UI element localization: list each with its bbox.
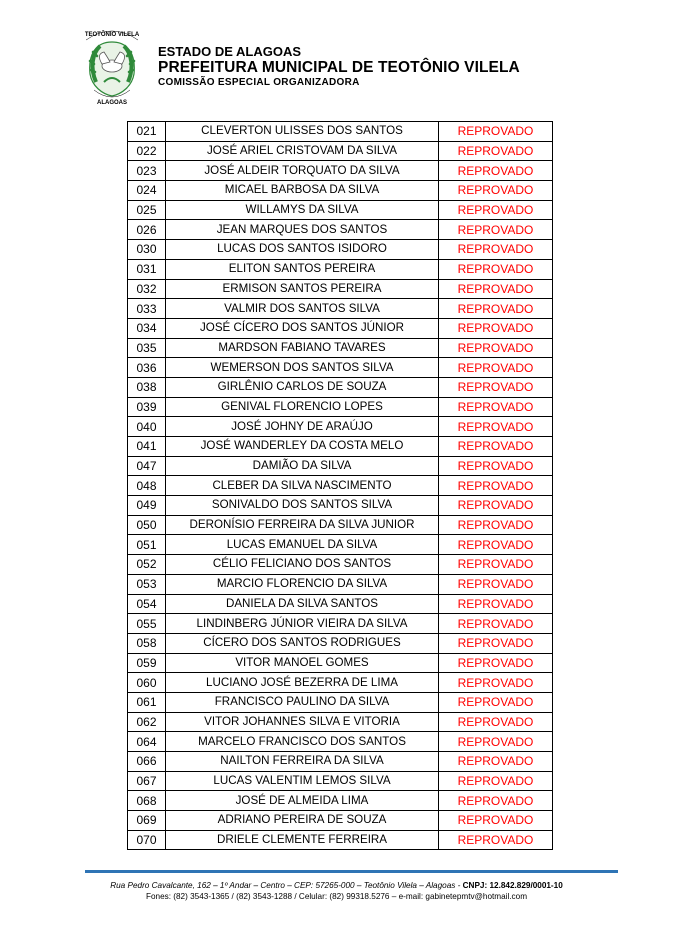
result-status: REPROVADO	[439, 358, 553, 378]
row-number: 039	[128, 397, 166, 417]
result-status: REPROVADO	[439, 122, 553, 142]
candidate-name: NAILTON FERREIRA DA SILVA	[166, 752, 439, 772]
table-row	[128, 594, 553, 614]
table-row	[128, 181, 553, 201]
result-status: REPROVADO	[439, 594, 553, 614]
table-row	[128, 437, 553, 457]
candidate-name: ERMISON SANTOS PEREIRA	[166, 279, 439, 299]
result-status: REPROVADO	[439, 476, 553, 496]
candidate-name: WILLAMYS DA SILVA	[166, 200, 439, 220]
row-number: 054	[128, 594, 166, 614]
result-status: REPROVADO	[439, 791, 553, 811]
table-row	[128, 141, 553, 161]
result-status: REPROVADO	[439, 240, 553, 260]
footer-divider	[85, 870, 618, 873]
table-row	[128, 771, 553, 791]
row-number: 024	[128, 181, 166, 201]
result-status: REPROVADO	[439, 574, 553, 594]
result-status: REPROVADO	[439, 141, 553, 161]
row-number: 025	[128, 200, 166, 220]
results-table	[127, 121, 553, 850]
table-row	[128, 122, 553, 142]
result-status: REPROVADO	[439, 220, 553, 240]
candidate-name: GENIVAL FLORENCIO LOPES	[166, 397, 439, 417]
table-row	[128, 535, 553, 555]
state-name: ESTADO DE ALAGOAS	[158, 44, 302, 59]
result-status: REPROVADO	[439, 161, 553, 181]
row-number: 070	[128, 830, 166, 850]
result-status: REPROVADO	[439, 732, 553, 752]
result-status: REPROVADO	[439, 515, 553, 535]
row-number: 036	[128, 358, 166, 378]
candidate-name: LINDINBERG JÚNIOR VIEIRA DA SILVA	[166, 614, 439, 634]
row-number: 023	[128, 161, 166, 181]
result-status: REPROVADO	[439, 299, 553, 319]
candidate-name: WEMERSON DOS SANTOS SILVA	[166, 358, 439, 378]
seal-bottom-text: ALAGOAS	[97, 100, 127, 106]
candidate-name: VALMIR DOS SANTOS SILVA	[166, 299, 439, 319]
row-number: 021	[128, 122, 166, 142]
table-row	[128, 279, 553, 299]
row-number: 047	[128, 456, 166, 476]
table-row	[128, 318, 553, 338]
table-row	[128, 653, 553, 673]
table-row	[128, 811, 553, 831]
row-number: 026	[128, 220, 166, 240]
row-number: 038	[128, 377, 166, 397]
table-row	[128, 299, 553, 319]
footer-cnpj: CNPJ: 12.842.829/0001-10	[462, 881, 563, 890]
result-status: REPROVADO	[439, 377, 553, 397]
candidate-name: CLEVERTON ULISSES DOS SANTOS	[166, 122, 439, 142]
table-row	[128, 200, 553, 220]
result-status: REPROVADO	[439, 318, 553, 338]
table-row	[128, 338, 553, 358]
row-number: 058	[128, 633, 166, 653]
result-status: REPROVADO	[439, 830, 553, 850]
table-row	[128, 476, 553, 496]
candidate-name: SONIVALDO DOS SANTOS SILVA	[166, 496, 439, 516]
result-status: REPROVADO	[439, 496, 553, 516]
row-number: 049	[128, 496, 166, 516]
candidate-name: JOSÉ CÍCERO DOS SANTOS JÚNIOR	[166, 318, 439, 338]
row-number: 032	[128, 279, 166, 299]
table-row	[128, 358, 553, 378]
table-row	[128, 752, 553, 772]
row-number: 033	[128, 299, 166, 319]
result-status: REPROVADO	[439, 614, 553, 634]
row-number: 050	[128, 515, 166, 535]
row-number: 034	[128, 318, 166, 338]
table-row	[128, 555, 553, 575]
row-number: 060	[128, 673, 166, 693]
row-number: 062	[128, 712, 166, 732]
row-number: 022	[128, 141, 166, 161]
table-row	[128, 161, 553, 181]
candidate-name: VITOR JOHANNES SILVA E VITORIA	[166, 712, 439, 732]
result-status: REPROVADO	[439, 181, 553, 201]
table-row	[128, 614, 553, 634]
candidate-name: LUCAS EMANUEL DA SILVA	[166, 535, 439, 555]
result-status: REPROVADO	[439, 259, 553, 279]
municipal-seal-icon	[82, 24, 142, 108]
row-number: 035	[128, 338, 166, 358]
result-status: REPROVADO	[439, 653, 553, 673]
prefecture-name: PREFEITURA MUNICIPAL DE TEOTÔNIO VILELA	[158, 59, 520, 76]
row-number: 061	[128, 692, 166, 712]
table-row	[128, 712, 553, 732]
table-row	[128, 574, 553, 594]
result-status: REPROVADO	[439, 535, 553, 555]
candidate-name: VITOR MANOEL GOMES	[166, 653, 439, 673]
candidate-name: MARCELO FRANCISCO DOS SANTOS	[166, 732, 439, 752]
table-row	[128, 240, 553, 260]
candidate-name: DAMIÃO DA SILVA	[166, 456, 439, 476]
table-row	[128, 692, 553, 712]
table-row	[128, 397, 553, 417]
candidate-name: LUCAS DOS SANTOS ISIDORO	[166, 240, 439, 260]
candidate-name: MICAEL BARBOSA DA SILVA	[166, 181, 439, 201]
candidate-name: FRANCISCO PAULINO DA SILVA	[166, 692, 439, 712]
candidate-name: JOSÉ JOHNY DE ARAÚJO	[166, 417, 439, 437]
candidate-name: CLEBER DA SILVA NASCIMENTO	[166, 476, 439, 496]
candidate-name: DANIELA DA SILVA SANTOS	[166, 594, 439, 614]
footer-address: Rua Pedro Cavalcante, 162 – 1º Andar – Centro – CEP: 57265-000 – Teotônio Vilela – Alagoas -	[110, 881, 463, 890]
row-number: 069	[128, 811, 166, 831]
result-status: REPROVADO	[439, 752, 553, 772]
result-status: REPROVADO	[439, 712, 553, 732]
result-status: REPROVADO	[439, 279, 553, 299]
table-row	[128, 673, 553, 693]
seal-top-text: TEOTÔNIO VILELA	[84, 32, 140, 38]
table-row	[128, 830, 553, 850]
result-status: REPROVADO	[439, 771, 553, 791]
row-number: 055	[128, 614, 166, 634]
candidate-name: JOSÉ WANDERLEY DA COSTA MELO	[166, 437, 439, 457]
candidate-name: ADRIANO PEREIRA DE SOUZA	[166, 811, 439, 831]
table-row	[128, 633, 553, 653]
candidate-name: JOSÉ DE ALMEIDA LIMA	[166, 791, 439, 811]
result-status: REPROVADO	[439, 692, 553, 712]
row-number: 048	[128, 476, 166, 496]
candidate-name: CÍCERO DOS SANTOS RODRIGUES	[166, 633, 439, 653]
footer-address-line	[0, 880, 673, 891]
row-number: 031	[128, 259, 166, 279]
table-row	[128, 417, 553, 437]
table-row	[128, 732, 553, 752]
candidate-name: MARDSON FABIANO TAVARES	[166, 338, 439, 358]
candidate-name: JOSÉ ARIEL CRISTOVAM DA SILVA	[166, 141, 439, 161]
result-status: REPROVADO	[439, 456, 553, 476]
row-number: 059	[128, 653, 166, 673]
header-text-block	[158, 44, 520, 89]
result-status: REPROVADO	[439, 338, 553, 358]
row-number: 040	[128, 417, 166, 437]
table-row	[128, 496, 553, 516]
page-footer	[0, 880, 673, 902]
row-number: 067	[128, 771, 166, 791]
row-number: 064	[128, 732, 166, 752]
footer-contact-line: Fones: (82) 3543-1365 / (82) 3543-1288 / Celular: (82) 99318.5276 – e-mail: gabinetepmtv@hotmail.com	[145, 892, 528, 901]
row-number: 052	[128, 555, 166, 575]
table-row	[128, 377, 553, 397]
candidate-name: LUCIANO JOSÉ BEZERRA DE LIMA	[166, 673, 439, 693]
result-status: REPROVADO	[439, 811, 553, 831]
candidate-name: CÉLIO FELICIANO DOS SANTOS	[166, 555, 439, 575]
candidate-name: JEAN MARQUES DOS SANTOS	[166, 220, 439, 240]
row-number: 053	[128, 574, 166, 594]
row-number: 041	[128, 437, 166, 457]
candidate-name: MARCIO FLORENCIO DA SILVA	[166, 574, 439, 594]
result-status: REPROVADO	[439, 200, 553, 220]
table-row	[128, 791, 553, 811]
row-number: 066	[128, 752, 166, 772]
candidate-name: GIRLÊNIO CARLOS DE SOUZA	[166, 377, 439, 397]
result-status: REPROVADO	[439, 397, 553, 417]
candidate-name: DERONÍSIO FERREIRA DA SILVA JUNIOR	[166, 515, 439, 535]
result-status: REPROVADO	[439, 417, 553, 437]
row-number: 068	[128, 791, 166, 811]
table-row	[128, 259, 553, 279]
result-status: REPROVADO	[439, 555, 553, 575]
commission-name: COMISSÃO ESPECIAL ORGANIZADORA	[158, 77, 360, 88]
result-status: REPROVADO	[439, 673, 553, 693]
candidate-name: DRIELE CLEMENTE FERREIRA	[166, 830, 439, 850]
candidate-name: LUCAS VALENTIM LEMOS SILVA	[166, 771, 439, 791]
table-row	[128, 515, 553, 535]
candidate-name: JOSÉ ALDEIR TORQUATO DA SILVA	[166, 161, 439, 181]
table-row	[128, 220, 553, 240]
result-status: REPROVADO	[439, 437, 553, 457]
page-header	[0, 0, 673, 120]
table-row	[128, 456, 553, 476]
candidate-name: ELITON SANTOS PEREIRA	[166, 259, 439, 279]
row-number: 030	[128, 240, 166, 260]
row-number: 051	[128, 535, 166, 555]
result-status: REPROVADO	[439, 633, 553, 653]
